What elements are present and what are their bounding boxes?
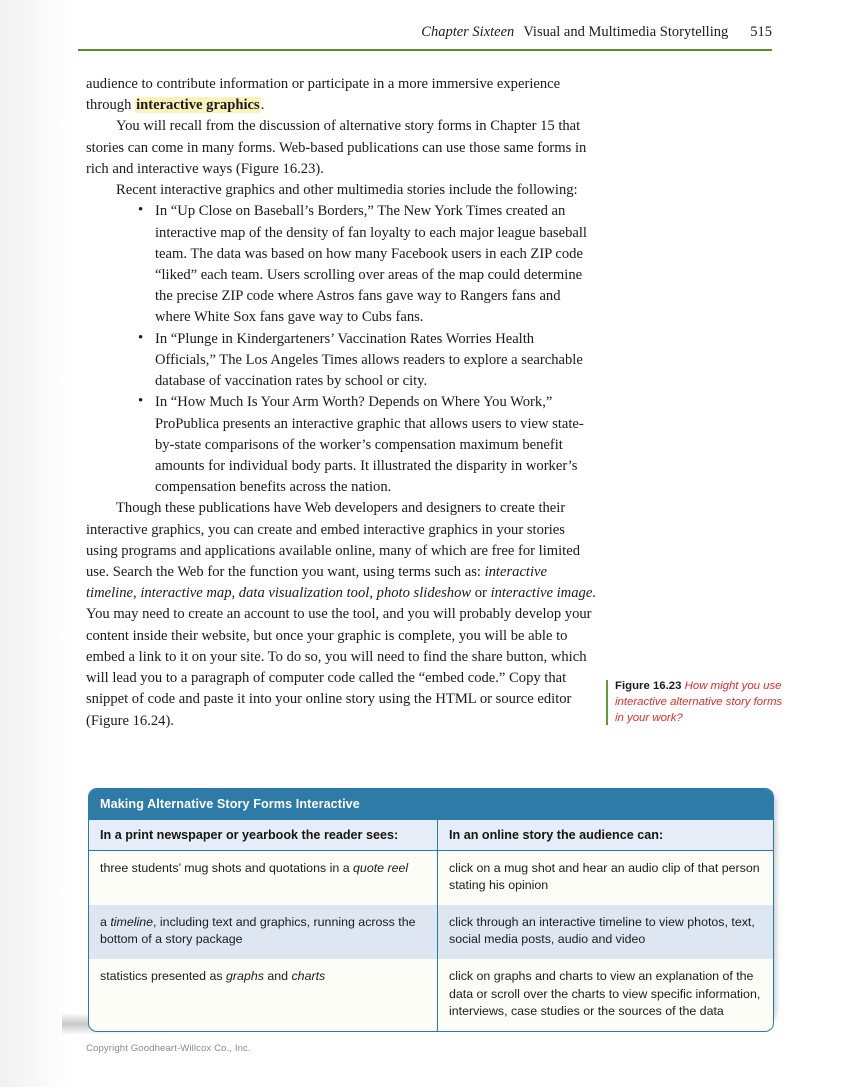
cell-emphasis: quote reel	[353, 861, 409, 875]
table-row	[89, 905, 773, 959]
paragraph-3: Recent interactive graphics and other multimedia stories include the following:	[116, 182, 578, 199]
search-term-5: interactive image	[490, 585, 593, 602]
paragraph-2: You will recall from the discussion of alternative story forms in Chapter 15 that stories can come in many forms. Web-based publications can use those same forms in rich and interactive ways (Figure 16.23).	[86, 118, 587, 177]
cell-print-1	[89, 851, 437, 905]
cell-emphasis: graphs	[226, 969, 264, 984]
list-item: • In “Up Close on Baseball’s Borders,” The New York Times created an interactive map of the density of fan loyalty to each major league baseball team. The data was based on how many Facebook users in each ZIP code “liked” each team. Users scrolling over areas of the map could determine the precise ZIP code where Astros fans gave way to Rangers fans and where White Sox fans gave way to Cubs fans.	[138, 201, 598, 328]
sep-2: ,	[231, 585, 239, 602]
search-term-1: interactive timeline	[86, 564, 547, 602]
table-header-row	[89, 819, 773, 851]
table-row	[89, 851, 773, 905]
list-item: • In “How Much Is Your Arm Worth? Depends on Where You Work,” ProPublica presents an interactive graphic that allows users to view state-by-state comparisons of the worker’s compensation maximum benefit amounts for individual body parts. It illustrated the disparity in worker’s compensation benefits across the nation.	[138, 392, 598, 498]
sep-3: ,	[369, 585, 377, 602]
paragraph-1	[86, 74, 596, 116]
paragraph-4	[86, 498, 596, 731]
cell-print-2	[89, 905, 437, 959]
running-head-rule	[78, 49, 772, 51]
body-column	[86, 74, 596, 732]
cell-text: three students’ mug shots and quotations in a	[100, 861, 354, 875]
cell-emphasis: timeline	[110, 915, 154, 930]
running-head-title: Visual and Multimedia Storytelling	[523, 24, 729, 40]
cell-online-3: click on graphs and charts to view an explanation of the data or scroll over the charts to view specific information, interviews, case studies or the sources of the data	[437, 959, 771, 1030]
figure-number: Figure 16.23	[615, 680, 682, 692]
paragraph-1-text-before: audience to contribute information or participate in a more immersive experience through	[86, 76, 561, 114]
cell-text: statistics presented as	[100, 969, 227, 984]
cell-emphasis-2: charts	[291, 969, 326, 984]
figure-caption-question: How might you use interactive alternative story forms in your work?	[615, 680, 783, 725]
cell-text-mid: and	[263, 969, 292, 984]
highlighted-term: interactive graphics	[136, 97, 260, 114]
sep-4: or	[471, 585, 491, 602]
cell-online-1: click on a mug shot and hear an audio clip of that person stating his opinion	[437, 851, 771, 905]
running-head	[72, 24, 772, 41]
paragraph-4-part-b: . You may need to create an account to use the tool, and you will probably develop your content inside their website, but once your graphic is complete, you will be able to embed a link to it on your site. To do so, you will need to find the share button, which will lead you to a paragraph of computer code called the “embed code.” Copy that snippet of code and paste it into your online story using the HTML or source editor (Figure 16.24).	[86, 585, 596, 729]
column-header-online: In an online story the audience can:	[437, 820, 771, 850]
paragraph-1-text-after: .	[260, 97, 265, 114]
page-number: 515	[750, 24, 772, 40]
running-head-chapter: Chapter Sixteen	[421, 24, 515, 40]
cell-online-2: click through an interactive timeline to view photos, text, social media posts, audio and video	[437, 905, 771, 959]
page-gutter-shadow	[0, 0, 72, 1087]
cell-text: a	[100, 915, 111, 930]
table-title: Making Alternative Story Forms Interactive	[89, 789, 773, 819]
list-item: • In “Plunge in Kindergarteners’ Vaccination Rates Worries Health Officials,” The Los Angeles Times allows readers to explore a searchable database of vaccination rates by school or city.	[138, 329, 598, 393]
cell-print-3	[89, 959, 437, 1030]
interactive-story-forms-table	[88, 788, 774, 1032]
figure-caption	[606, 678, 783, 727]
sep-1: ,	[133, 585, 141, 602]
interactive-story-forms-table-wrapper	[88, 788, 772, 1032]
search-term-3: data visualization tool	[238, 585, 370, 602]
copyright-footer: Copyright Goodheart-Willcox Co., Inc.	[86, 1043, 251, 1054]
bullet-list	[86, 201, 596, 498]
table-row	[89, 959, 773, 1030]
search-term-2: interactive map	[140, 585, 232, 602]
cell-text-post: , including text and graphics, running across the bottom of a story package	[100, 915, 416, 947]
column-header-print: In a print newspaper or yearbook the reader sees:	[100, 828, 399, 842]
search-term-4: photo slideshow	[376, 585, 472, 602]
paragraph-4-part-a: Though these publications have Web developers and designers to create their interactive graphics, you can create and embed interactive graphics in your stories using programs and applications available online, many of which are free for limited use. Search the Web for the function you want, using terms such as:	[86, 500, 580, 581]
